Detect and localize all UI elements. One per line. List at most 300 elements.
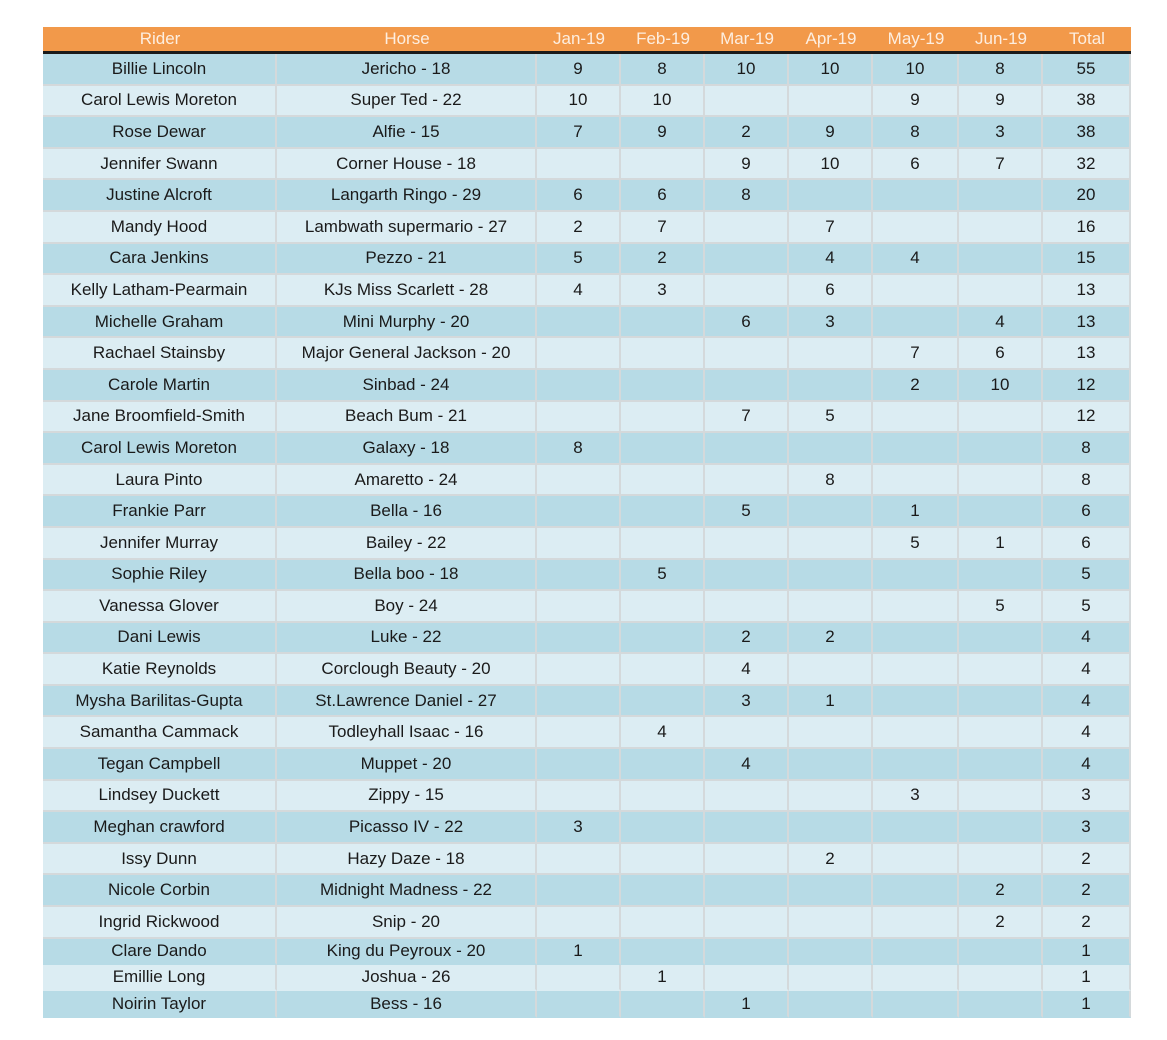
cell-apr[interactable]: 2 — [789, 623, 873, 655]
cell-jun[interactable] — [959, 939, 1043, 965]
cell-mar[interactable] — [705, 433, 789, 465]
cell-apr[interactable] — [789, 433, 873, 465]
cell-feb[interactable] — [621, 370, 705, 402]
cell-mar[interactable]: 9 — [705, 149, 789, 181]
cell-jun[interactable]: 6 — [959, 338, 1043, 370]
cell-feb[interactable] — [621, 402, 705, 434]
cell-rider[interactable]: Mandy Hood — [43, 212, 277, 244]
cell-total[interactable]: 6 — [1043, 528, 1131, 560]
cell-horse[interactable]: Midnight Madness - 22 — [277, 875, 537, 907]
cell-jan[interactable] — [537, 749, 621, 781]
cell-jan[interactable] — [537, 686, 621, 718]
cell-jun[interactable] — [959, 623, 1043, 655]
cell-total[interactable]: 38 — [1043, 117, 1131, 149]
cell-rider[interactable]: Jennifer Murray — [43, 528, 277, 560]
cell-mar[interactable]: 3 — [705, 686, 789, 718]
cell-jan[interactable] — [537, 149, 621, 181]
cell-mar[interactable] — [705, 86, 789, 118]
cell-horse[interactable]: Muppet - 20 — [277, 749, 537, 781]
cell-apr[interactable] — [789, 907, 873, 939]
cell-jan[interactable]: 4 — [537, 275, 621, 307]
cell-jun[interactable]: 7 — [959, 149, 1043, 181]
cell-horse[interactable]: Todleyhall Isaac - 16 — [277, 717, 537, 749]
cell-rider[interactable]: Carol Lewis Moreton — [43, 86, 277, 118]
cell-rider[interactable]: Clare Dando — [43, 939, 277, 965]
cell-jun[interactable] — [959, 433, 1043, 465]
cell-apr[interactable] — [789, 654, 873, 686]
cell-jan[interactable] — [537, 591, 621, 623]
cell-mar[interactable]: 2 — [705, 117, 789, 149]
cell-jun[interactable] — [959, 496, 1043, 528]
cell-total[interactable]: 3 — [1043, 812, 1131, 844]
cell-mar[interactable] — [705, 781, 789, 813]
cell-apr[interactable] — [789, 749, 873, 781]
cell-apr[interactable] — [789, 965, 873, 991]
cell-rider[interactable]: Tegan Campbell — [43, 749, 277, 781]
cell-horse[interactable]: Pezzo - 21 — [277, 244, 537, 276]
cell-feb[interactable] — [621, 149, 705, 181]
cell-may[interactable] — [873, 180, 959, 212]
cell-rider[interactable]: Michelle Graham — [43, 307, 277, 339]
cell-horse[interactable]: Corner House - 18 — [277, 149, 537, 181]
cell-may[interactable]: 5 — [873, 528, 959, 560]
cell-jan[interactable]: 8 — [537, 433, 621, 465]
cell-total[interactable]: 1 — [1043, 965, 1131, 991]
cell-feb[interactable] — [621, 623, 705, 655]
cell-horse[interactable]: Langarth Ringo - 29 — [277, 180, 537, 212]
cell-apr[interactable] — [789, 991, 873, 1017]
cell-feb[interactable]: 8 — [621, 54, 705, 86]
cell-rider[interactable]: Sophie Riley — [43, 560, 277, 592]
cell-may[interactable] — [873, 212, 959, 244]
cell-jun[interactable] — [959, 686, 1043, 718]
cell-rider[interactable]: Katie Reynolds — [43, 654, 277, 686]
table-row — [43, 117, 1131, 149]
cell-jan[interactable]: 6 — [537, 180, 621, 212]
cell-mar[interactable] — [705, 812, 789, 844]
cell-apr[interactable] — [789, 496, 873, 528]
cell-feb[interactable]: 3 — [621, 275, 705, 307]
cell-apr[interactable] — [789, 939, 873, 965]
cell-may[interactable] — [873, 686, 959, 718]
cell-may[interactable] — [873, 749, 959, 781]
cell-apr[interactable] — [789, 528, 873, 560]
cell-may[interactable] — [873, 402, 959, 434]
cell-mar[interactable]: 10 — [705, 54, 789, 86]
cell-feb[interactable] — [621, 528, 705, 560]
cell-feb[interactable] — [621, 812, 705, 844]
cell-jan[interactable] — [537, 717, 621, 749]
cell-apr[interactable]: 3 — [789, 307, 873, 339]
cell-may[interactable]: 7 — [873, 338, 959, 370]
cell-mar[interactable]: 2 — [705, 623, 789, 655]
cell-apr[interactable] — [789, 338, 873, 370]
table-row — [43, 560, 1131, 592]
cell-horse[interactable]: Hazy Daze - 18 — [277, 844, 537, 876]
cell-may[interactable] — [873, 939, 959, 965]
cell-horse[interactable]: Bess - 16 — [277, 991, 537, 1017]
cell-horse[interactable]: Picasso IV - 22 — [277, 812, 537, 844]
cell-horse[interactable]: Mini Murphy - 20 — [277, 307, 537, 339]
header-horse[interactable]: Horse — [277, 27, 537, 51]
table-row — [43, 965, 1131, 991]
cell-jun[interactable] — [959, 180, 1043, 212]
cell-horse[interactable]: King du Peyroux - 20 — [277, 939, 537, 965]
cell-mar[interactable] — [705, 965, 789, 991]
cell-may[interactable]: 4 — [873, 244, 959, 276]
cell-may[interactable] — [873, 623, 959, 655]
cell-apr[interactable] — [789, 781, 873, 813]
cell-jun[interactable] — [959, 654, 1043, 686]
cell-apr[interactable]: 1 — [789, 686, 873, 718]
cell-jun[interactable] — [959, 275, 1043, 307]
cell-mar[interactable]: 8 — [705, 180, 789, 212]
cell-may[interactable] — [873, 965, 959, 991]
cell-feb[interactable]: 9 — [621, 117, 705, 149]
table-row — [43, 149, 1131, 181]
cell-total[interactable]: 20 — [1043, 180, 1131, 212]
cell-feb[interactable] — [621, 465, 705, 497]
cell-feb[interactable] — [621, 433, 705, 465]
cell-jan[interactable] — [537, 370, 621, 402]
cell-jun[interactable] — [959, 749, 1043, 781]
table-row — [43, 844, 1131, 876]
cell-feb[interactable] — [621, 307, 705, 339]
cell-jan[interactable] — [537, 623, 621, 655]
table-row — [43, 591, 1131, 623]
cell-rider[interactable]: Billie Lincoln — [43, 54, 277, 86]
cell-rider[interactable]: Vanessa Glover — [43, 591, 277, 623]
cell-rider[interactable]: Lindsey Duckett — [43, 781, 277, 813]
cell-jun[interactable]: 2 — [959, 875, 1043, 907]
cell-apr[interactable]: 10 — [789, 149, 873, 181]
cell-mar[interactable] — [705, 370, 789, 402]
cell-horse[interactable]: Super Ted - 22 — [277, 86, 537, 118]
cell-jan[interactable]: 7 — [537, 117, 621, 149]
cell-may[interactable] — [873, 907, 959, 939]
cell-total[interactable]: 1 — [1043, 991, 1131, 1017]
cell-mar[interactable]: 5 — [705, 496, 789, 528]
cell-rider[interactable]: Jennifer Swann — [43, 149, 277, 181]
cell-may[interactable] — [873, 560, 959, 592]
cell-total[interactable]: 15 — [1043, 244, 1131, 276]
cell-apr[interactable] — [789, 591, 873, 623]
header-jan[interactable]: Jan-19 — [537, 27, 621, 51]
cell-feb[interactable]: 2 — [621, 244, 705, 276]
cell-horse[interactable]: Sinbad - 24 — [277, 370, 537, 402]
cell-horse[interactable]: Galaxy - 18 — [277, 433, 537, 465]
table-row — [43, 939, 1131, 965]
cell-feb[interactable] — [621, 907, 705, 939]
cell-jun[interactable] — [959, 465, 1043, 497]
cell-jan[interactable]: 9 — [537, 54, 621, 86]
cell-rider[interactable]: Samantha Cammack — [43, 717, 277, 749]
cell-rider[interactable]: Mysha Barilitas-Gupta — [43, 686, 277, 718]
cell-jan[interactable] — [537, 991, 621, 1017]
cell-apr[interactable]: 8 — [789, 465, 873, 497]
cell-total[interactable]: 38 — [1043, 86, 1131, 118]
cell-jan[interactable] — [537, 307, 621, 339]
header-jun[interactable]: Jun-19 — [959, 27, 1043, 51]
cell-total[interactable]: 8 — [1043, 433, 1131, 465]
header-total[interactable]: Total — [1043, 27, 1131, 51]
cell-rider[interactable]: Justine Alcroft — [43, 180, 277, 212]
cell-apr[interactable]: 7 — [789, 212, 873, 244]
cell-jun[interactable]: 2 — [959, 907, 1043, 939]
cell-jun[interactable]: 3 — [959, 117, 1043, 149]
cell-total[interactable]: 1 — [1043, 939, 1131, 965]
cell-total[interactable]: 4 — [1043, 717, 1131, 749]
cell-jan[interactable]: 10 — [537, 86, 621, 118]
cell-horse[interactable]: Corclough Beauty - 20 — [277, 654, 537, 686]
cell-total[interactable]: 55 — [1043, 54, 1131, 86]
cell-may[interactable] — [873, 991, 959, 1017]
cell-mar[interactable] — [705, 338, 789, 370]
cell-total[interactable]: 32 — [1043, 149, 1131, 181]
cell-feb[interactable] — [621, 496, 705, 528]
cell-jan[interactable]: 1 — [537, 939, 621, 965]
cell-horse[interactable]: Joshua - 26 — [277, 965, 537, 991]
cell-jun[interactable]: 9 — [959, 86, 1043, 118]
cell-jan[interactable] — [537, 875, 621, 907]
table-row — [43, 465, 1131, 497]
cell-may[interactable] — [873, 433, 959, 465]
cell-total[interactable]: 2 — [1043, 907, 1131, 939]
cell-total[interactable]: 4 — [1043, 749, 1131, 781]
cell-may[interactable] — [873, 844, 959, 876]
cell-jun[interactable] — [959, 560, 1043, 592]
cell-feb[interactable] — [621, 749, 705, 781]
table-row — [43, 402, 1131, 434]
cell-mar[interactable] — [705, 875, 789, 907]
cell-total[interactable]: 2 — [1043, 844, 1131, 876]
cell-total[interactable]: 5 — [1043, 591, 1131, 623]
cell-feb[interactable] — [621, 654, 705, 686]
cell-feb[interactable] — [621, 781, 705, 813]
cell-mar[interactable] — [705, 591, 789, 623]
cell-total[interactable]: 12 — [1043, 370, 1131, 402]
cell-jan[interactable] — [537, 907, 621, 939]
cell-total[interactable]: 2 — [1043, 875, 1131, 907]
cell-rider[interactable]: Emillie Long — [43, 965, 277, 991]
header-apr[interactable]: Apr-19 — [789, 27, 873, 51]
header-may[interactable]: May-19 — [873, 27, 959, 51]
cell-jan[interactable]: 3 — [537, 812, 621, 844]
cell-total[interactable]: 8 — [1043, 465, 1131, 497]
cell-jan[interactable]: 2 — [537, 212, 621, 244]
cell-jan[interactable] — [537, 560, 621, 592]
cell-total[interactable]: 13 — [1043, 338, 1131, 370]
cell-mar[interactable]: 1 — [705, 991, 789, 1017]
cell-rider[interactable]: Nicole Corbin — [43, 875, 277, 907]
cell-jun[interactable]: 1 — [959, 528, 1043, 560]
cell-rider[interactable]: Issy Dunn — [43, 844, 277, 876]
cell-mar[interactable] — [705, 939, 789, 965]
cell-total[interactable]: 13 — [1043, 275, 1131, 307]
cell-jan[interactable] — [537, 496, 621, 528]
cell-rider[interactable]: Ingrid Rickwood — [43, 907, 277, 939]
cell-apr[interactable] — [789, 875, 873, 907]
cell-total[interactable]: 3 — [1043, 781, 1131, 813]
cell-may[interactable] — [873, 307, 959, 339]
cell-jan[interactable] — [537, 844, 621, 876]
cell-apr[interactable]: 6 — [789, 275, 873, 307]
cell-feb[interactable] — [621, 844, 705, 876]
cell-horse[interactable]: Bella - 16 — [277, 496, 537, 528]
cell-jun[interactable]: 8 — [959, 54, 1043, 86]
cell-horse[interactable]: Jericho - 18 — [277, 54, 537, 86]
cell-apr[interactable] — [789, 370, 873, 402]
cell-apr[interactable]: 10 — [789, 54, 873, 86]
cell-total[interactable]: 4 — [1043, 623, 1131, 655]
cell-jun[interactable] — [959, 212, 1043, 244]
cell-total[interactable]: 6 — [1043, 496, 1131, 528]
cell-horse[interactable]: Boy - 24 — [277, 591, 537, 623]
header-rider[interactable]: Rider — [43, 27, 277, 51]
cell-apr[interactable]: 2 — [789, 844, 873, 876]
cell-jun[interactable]: 4 — [959, 307, 1043, 339]
cell-total[interactable]: 12 — [1043, 402, 1131, 434]
cell-jun[interactable] — [959, 244, 1043, 276]
cell-horse[interactable]: KJs Miss Scarlett - 28 — [277, 275, 537, 307]
cell-may[interactable]: 10 — [873, 54, 959, 86]
cell-total[interactable]: 4 — [1043, 654, 1131, 686]
cell-jan[interactable] — [537, 465, 621, 497]
cell-rider[interactable]: Laura Pinto — [43, 465, 277, 497]
cell-jun[interactable]: 5 — [959, 591, 1043, 623]
cell-horse[interactable]: Luke - 22 — [277, 623, 537, 655]
cell-may[interactable]: 9 — [873, 86, 959, 118]
cell-horse[interactable]: Snip - 20 — [277, 907, 537, 939]
header-feb[interactable]: Feb-19 — [621, 27, 705, 51]
cell-may[interactable] — [873, 875, 959, 907]
cell-horse[interactable]: Lambwath supermario - 27 — [277, 212, 537, 244]
cell-horse[interactable]: Beach Bum - 21 — [277, 402, 537, 434]
cell-mar[interactable]: 7 — [705, 402, 789, 434]
cell-apr[interactable] — [789, 812, 873, 844]
cell-feb[interactable] — [621, 338, 705, 370]
cell-mar[interactable] — [705, 907, 789, 939]
cell-may[interactable] — [873, 465, 959, 497]
cell-may[interactable] — [873, 654, 959, 686]
cell-may[interactable] — [873, 812, 959, 844]
cell-mar[interactable] — [705, 717, 789, 749]
cell-mar[interactable] — [705, 560, 789, 592]
cell-rider[interactable]: Rose Dewar — [43, 117, 277, 149]
cell-horse[interactable]: St.Lawrence Daniel - 27 — [277, 686, 537, 718]
cell-horse[interactable]: Zippy - 15 — [277, 781, 537, 813]
cell-horse[interactable]: Major General Jackson - 20 — [277, 338, 537, 370]
cell-rider[interactable]: Dani Lewis — [43, 623, 277, 655]
cell-may[interactable]: 1 — [873, 496, 959, 528]
cell-jun[interactable] — [959, 965, 1043, 991]
cell-feb[interactable]: 1 — [621, 965, 705, 991]
cell-feb[interactable]: 4 — [621, 717, 705, 749]
cell-total[interactable]: 16 — [1043, 212, 1131, 244]
cell-jan[interactable] — [537, 338, 621, 370]
header-mar[interactable]: Mar-19 — [705, 27, 789, 51]
cell-jun[interactable]: 10 — [959, 370, 1043, 402]
cell-total[interactable]: 4 — [1043, 686, 1131, 718]
cell-jan[interactable] — [537, 965, 621, 991]
table-row — [43, 370, 1131, 402]
cell-may[interactable]: 6 — [873, 149, 959, 181]
cell-apr[interactable] — [789, 180, 873, 212]
cell-feb[interactable]: 7 — [621, 212, 705, 244]
cell-may[interactable]: 8 — [873, 117, 959, 149]
cell-jan[interactable] — [537, 781, 621, 813]
cell-apr[interactable]: 5 — [789, 402, 873, 434]
cell-feb[interactable] — [621, 939, 705, 965]
cell-rider[interactable]: Kelly Latham-Pearmain — [43, 275, 277, 307]
cell-apr[interactable] — [789, 560, 873, 592]
cell-rider[interactable]: Cara Jenkins — [43, 244, 277, 276]
cell-horse[interactable]: Alfie - 15 — [277, 117, 537, 149]
cell-mar[interactable] — [705, 244, 789, 276]
cell-mar[interactable] — [705, 275, 789, 307]
cell-apr[interactable]: 9 — [789, 117, 873, 149]
cell-mar[interactable]: 4 — [705, 654, 789, 686]
cell-may[interactable] — [873, 275, 959, 307]
cell-mar[interactable] — [705, 212, 789, 244]
cell-jan[interactable] — [537, 654, 621, 686]
table-row — [43, 244, 1131, 276]
cell-rider[interactable]: Noirin Taylor — [43, 991, 277, 1017]
cell-jun[interactable] — [959, 781, 1043, 813]
cell-may[interactable] — [873, 717, 959, 749]
cell-jan[interactable] — [537, 528, 621, 560]
cell-horse[interactable]: Bailey - 22 — [277, 528, 537, 560]
cell-mar[interactable]: 6 — [705, 307, 789, 339]
cell-rider[interactable]: Carole Martin — [43, 370, 277, 402]
cell-rider[interactable]: Rachael Stainsby — [43, 338, 277, 370]
cell-may[interactable]: 3 — [873, 781, 959, 813]
cell-mar[interactable]: 4 — [705, 749, 789, 781]
cell-feb[interactable] — [621, 991, 705, 1017]
cell-jun[interactable] — [959, 844, 1043, 876]
cell-feb[interactable] — [621, 686, 705, 718]
cell-feb[interactable]: 10 — [621, 86, 705, 118]
cell-jun[interactable] — [959, 717, 1043, 749]
cell-rider[interactable]: Meghan crawford — [43, 812, 277, 844]
cell-mar[interactable] — [705, 465, 789, 497]
cell-jun[interactable] — [959, 812, 1043, 844]
cell-rider[interactable]: Frankie Parr — [43, 496, 277, 528]
cell-apr[interactable] — [789, 86, 873, 118]
table-row — [43, 180, 1131, 212]
cell-rider[interactable]: Carol Lewis Moreton — [43, 433, 277, 465]
cell-jun[interactable] — [959, 402, 1043, 434]
cell-jan[interactable] — [537, 402, 621, 434]
cell-horse[interactable]: Bella boo - 18 — [277, 560, 537, 592]
cell-mar[interactable] — [705, 528, 789, 560]
cell-apr[interactable]: 4 — [789, 244, 873, 276]
cell-horse[interactable]: Amaretto - 24 — [277, 465, 537, 497]
cell-feb[interactable] — [621, 875, 705, 907]
cell-may[interactable] — [873, 591, 959, 623]
cell-feb[interactable]: 6 — [621, 180, 705, 212]
cell-feb[interactable] — [621, 591, 705, 623]
cell-feb[interactable]: 5 — [621, 560, 705, 592]
cell-total[interactable]: 5 — [1043, 560, 1131, 592]
cell-jan[interactable]: 5 — [537, 244, 621, 276]
cell-apr[interactable] — [789, 717, 873, 749]
cell-rider[interactable]: Jane Broomfield-Smith — [43, 402, 277, 434]
cell-total[interactable]: 13 — [1043, 307, 1131, 339]
cell-jun[interactable] — [959, 991, 1043, 1017]
cell-may[interactable]: 2 — [873, 370, 959, 402]
cell-mar[interactable] — [705, 844, 789, 876]
